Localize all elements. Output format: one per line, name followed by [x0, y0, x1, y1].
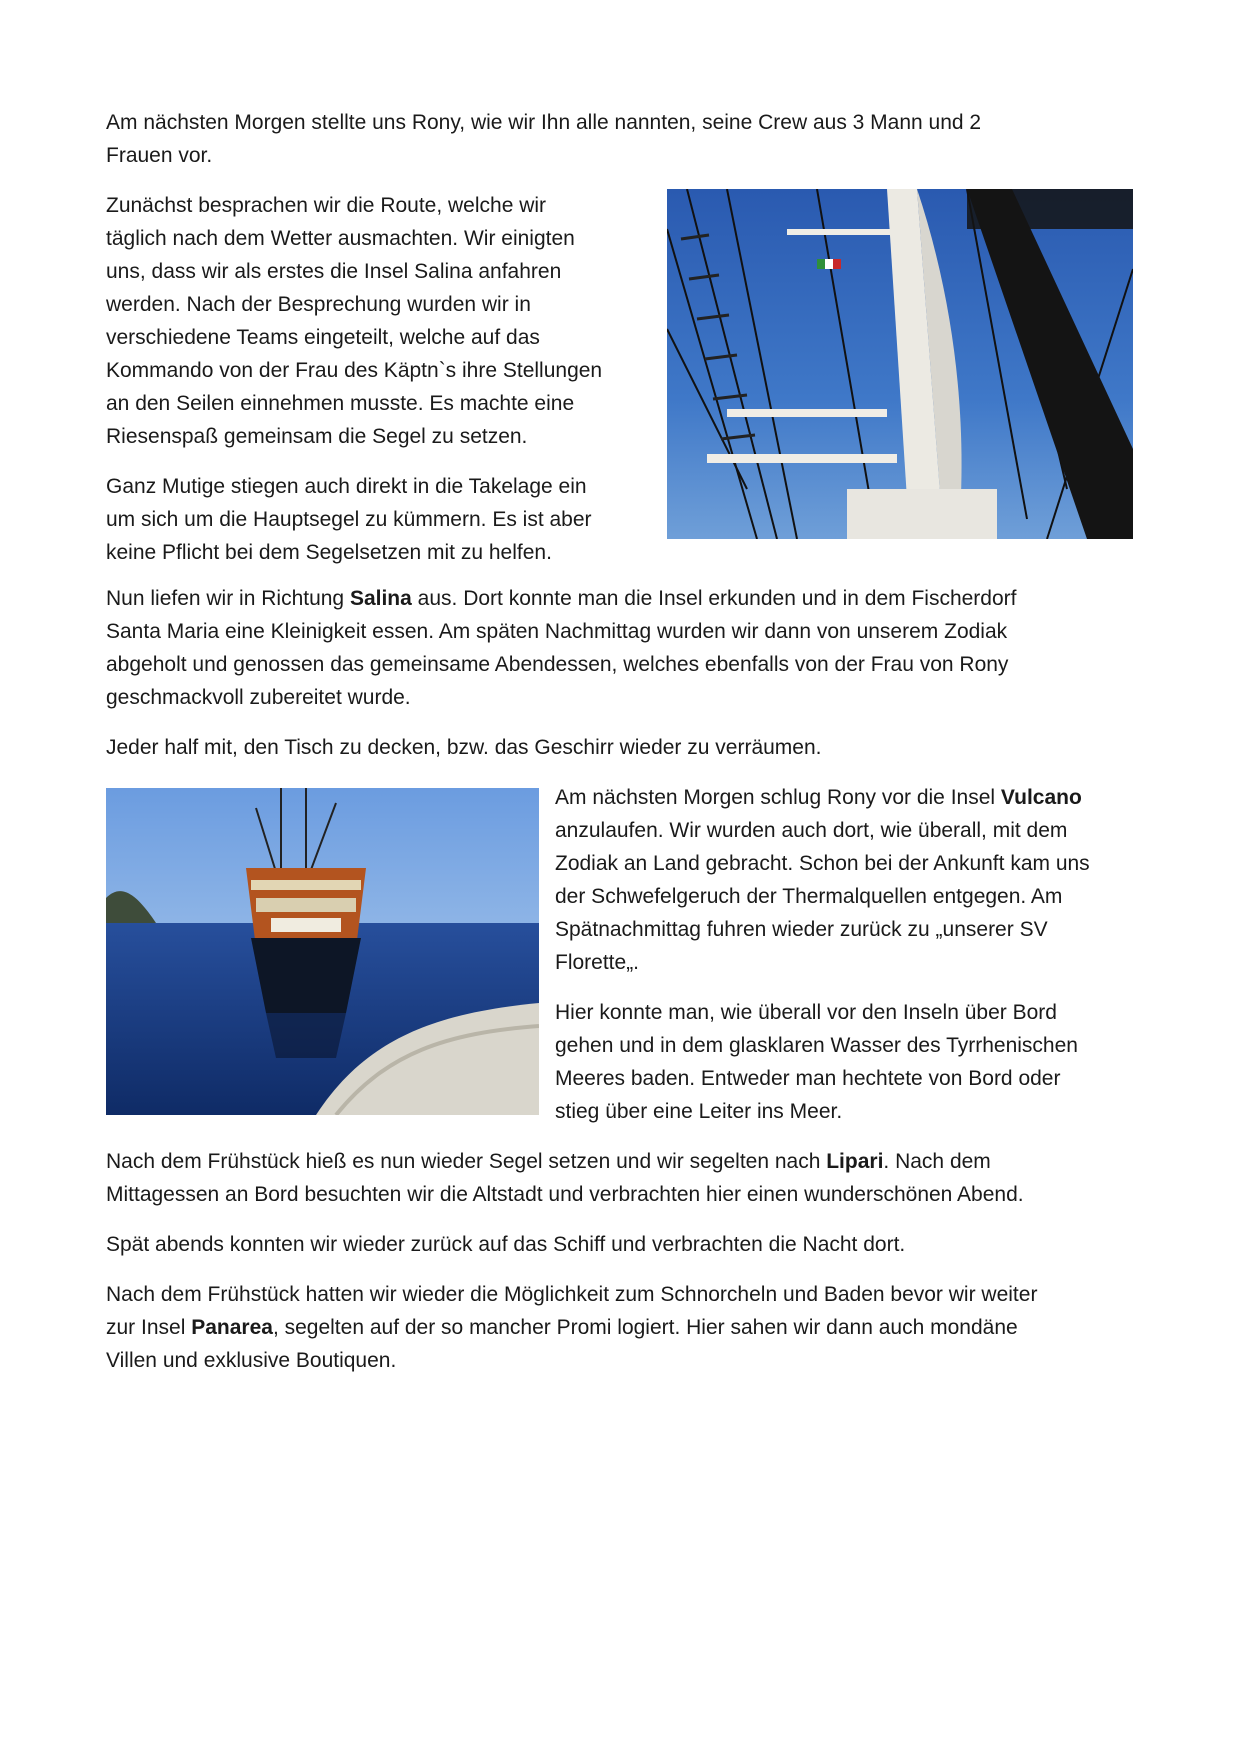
- island-name-vulcano: Vulcano: [1000, 786, 1082, 809]
- text-line: stieg über eine Leiter ins Meer.: [555, 1100, 843, 1123]
- paragraph-panarea: [106, 1278, 1037, 1377]
- text-segment: Am nächsten Morgen schlug Rony vor die Insel: [555, 786, 1001, 809]
- text-line: Mittagessen an Bord besuchten wir die Altstadt und verbrachten hier einen wunderschönen Abend.: [106, 1183, 1024, 1206]
- text-line: [106, 1311, 1037, 1344]
- paragraph-crew-intro: [106, 106, 981, 172]
- paragraph-night: [106, 1228, 905, 1261]
- text-line: der Schwefelgeruch der Thermalquellen entgegen. Am: [555, 885, 1063, 908]
- text-line: Florette„.: [555, 951, 640, 974]
- text-line: [106, 1145, 1024, 1178]
- text-line: Am nächsten Morgen stellte uns Rony, wie wir Ihn alle nannten, seine Crew aus 3 Mann und 2: [106, 111, 982, 134]
- rigging-photo: [667, 189, 1133, 539]
- paragraph-swimming: [555, 996, 1078, 1128]
- text-line: Spätnachmittag fuhren wieder zurück zu „unserer SV: [555, 918, 1048, 941]
- text-line: Santa Maria eine Kleinigkeit essen. Am späten Nachmittag wurden wir dann von unserem Zodiak: [106, 620, 1008, 643]
- text-line: Villen und exklusive Boutiquen.: [106, 1349, 397, 1372]
- paragraph-route: [106, 189, 602, 453]
- text-line: Riesenspaß gemeinsam die Segel zu setzen.: [106, 425, 528, 448]
- text-line: Frauen vor.: [106, 144, 213, 167]
- paragraph-rigging: [106, 470, 592, 569]
- text-segment: aus. Dort konnte man die Insel erkunden und in dem Fischerdorf: [411, 587, 1017, 610]
- island-name-panarea: Panarea: [191, 1316, 273, 1339]
- text-segment: Nach dem Frühstück hieß es nun wieder Segel setzen und wir segelten nach: [106, 1150, 827, 1173]
- text-line: Kommando von der Frau des Käptn`s ihre Stellungen: [106, 359, 603, 382]
- paragraph-table: [106, 731, 822, 764]
- text-line: [106, 582, 1017, 615]
- text-line: Zodiak an Land gebracht. Schon bei der Ankunft kam uns: [555, 852, 1090, 875]
- island-name-salina: Salina: [349, 587, 412, 610]
- text-line: Spät abends konnten wir wieder zurück auf das Schiff und verbrachten die Nacht dort.: [106, 1233, 906, 1256]
- text-segment: , segelten auf der so mancher Promi logiert. Hier sahen wir dann auch mondäne: [272, 1316, 1018, 1339]
- ship-photo: [106, 788, 539, 1115]
- text-line: um sich um die Hauptsegel zu kümmern. Es ist aber: [106, 508, 592, 531]
- text-line: verschiedene Teams eingeteilt, welche auf das: [106, 326, 540, 349]
- text-line: keine Pflicht bei dem Segelsetzen mit zu helfen.: [106, 541, 552, 564]
- text-line: täglich nach dem Wetter ausmachten. Wir einigten: [106, 227, 575, 250]
- text-line: Zunächst besprachen wir die Route, welche wir: [106, 194, 547, 217]
- text-line: abgeholt und genossen das gemeinsame Abendessen, welches ebenfalls von der Frau von Rony: [106, 653, 1009, 676]
- paragraph-vulcano: [555, 781, 1090, 979]
- text-line: geschmackvoll zubereitet wurde.: [106, 686, 411, 709]
- text-line: [555, 781, 1090, 814]
- text-segment: zur Insel: [106, 1316, 192, 1339]
- text-line: an den Seilen einnehmen musste. Es machte eine: [106, 392, 575, 415]
- text-line: anzulaufen. Wir wurden auch dort, wie überall, mit dem: [555, 819, 1068, 842]
- paragraph-lipari: [106, 1145, 1024, 1211]
- text-line: Ganz Mutige stiegen auch direkt in die Takelage ein: [106, 475, 587, 498]
- text-line: werden. Nach der Besprechung wurden wir in: [106, 293, 531, 316]
- text-line: Meeres baden. Entweder man hechtete von Bord oder: [555, 1067, 1061, 1090]
- text-line: Hier konnte man, wie überall vor den Inseln über Bord: [555, 1001, 1057, 1024]
- text-line: Nach dem Frühstück hatten wir wieder die Möglichkeit zum Schnorcheln und Baden bevor wir weiter: [106, 1283, 1038, 1306]
- text-segment: Nun liefen wir in Richtung: [106, 587, 350, 610]
- text-segment: . Nach dem: [883, 1150, 991, 1173]
- island-name-lipari: Lipari: [826, 1150, 884, 1173]
- text-line: Jeder half mit, den Tisch zu decken, bzw. das Geschirr wieder zu verräumen.: [106, 736, 822, 759]
- paragraph-salina: [106, 582, 1017, 714]
- text-line: uns, dass wir als erstes die Insel Salina anfahren: [106, 260, 562, 283]
- text-line: gehen und in dem glasklaren Wasser des Tyrrhenischen: [555, 1034, 1078, 1057]
